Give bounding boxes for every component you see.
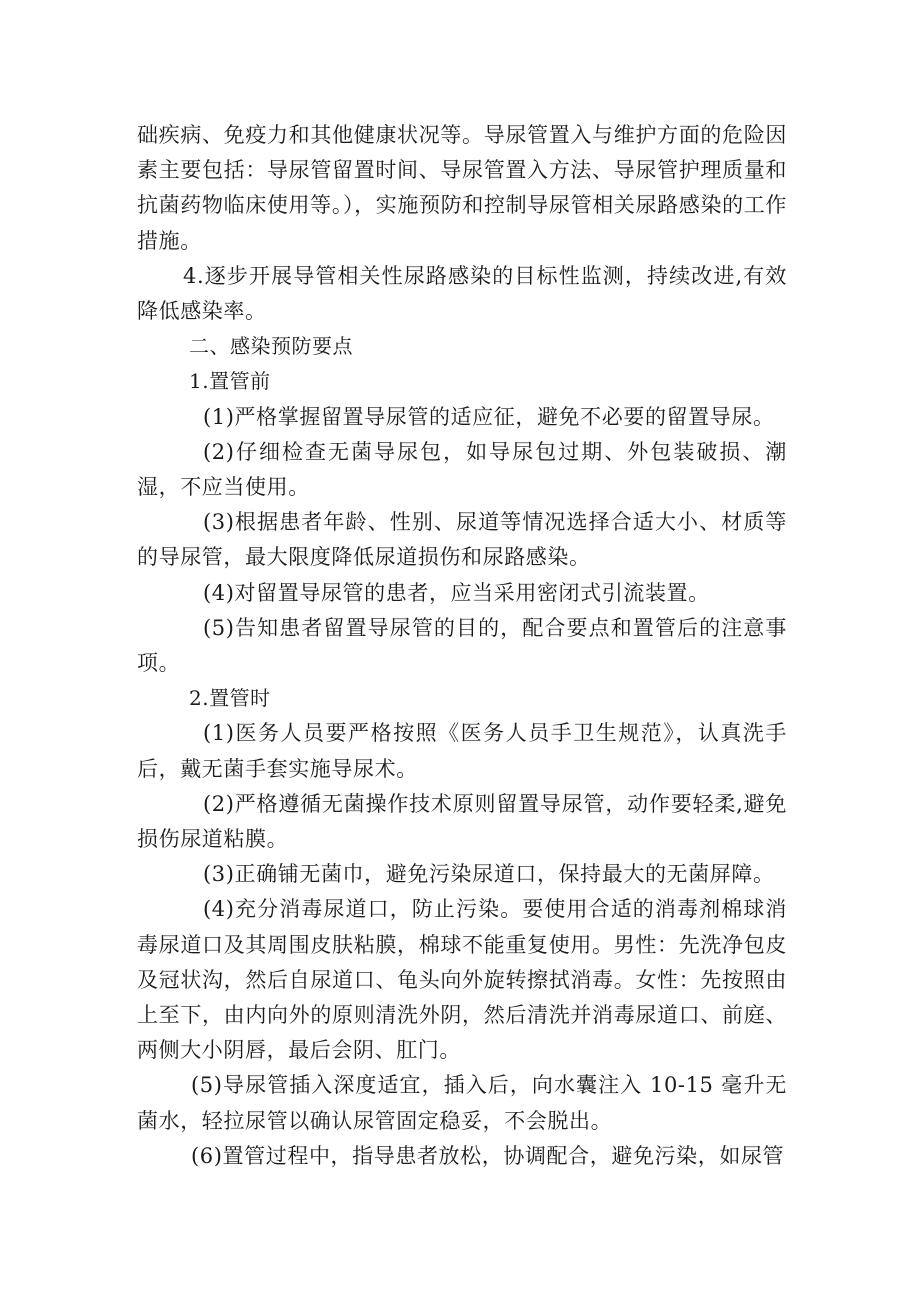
during-item-6: (6)置管过程中，指导患者放松，协调配合，避免污染，如尿管: [191, 1143, 785, 1168]
subsection-title-during: 2.置管时: [189, 686, 271, 711]
during-item-4: (4)充分消毒尿道口，防止污染。要使用合适的消毒剂棉球消毒尿道口及其周围皮肤粘膜，棉球不能重复使用。男性：先洗净包皮及冠状沟，然后自尿道口、龟头向外旋转擦拭消毒。女性：先按照由上至下，由内向外的原则清洗外阴，然后清洗并消毒尿道口、前庭、两侧大小阴唇，最后会阴、肛门。: [137, 897, 787, 1063]
before-item-4: (4)对留置导尿管的患者，应当采用密闭式引流装置。: [203, 580, 710, 605]
before-item-2: (2)仔细检查无菌导尿包，如导尿包过期、外包装破损、潮湿，不应当使用。: [137, 439, 787, 500]
during-item-3: (3)正确铺无菌巾，避免污染尿道口，保持最大的无菌屏障。: [203, 862, 775, 887]
before-item-5: (5)告知患者留置导尿管的目的，配合要点和置管后的注意事项。: [137, 615, 787, 676]
during-item-5: (5)导尿管插入深度适宜，插入后，向水囊注入 10-15 毫升无菌水，轻拉尿管以确认尿管固定稳妥，不会脱出。: [137, 1073, 787, 1133]
document-body: [137, 118, 787, 1174]
item-4-paragraph: 4.逐步开展导管相关性尿路感染的目标性监测，持续改进,有效降低感染率。: [137, 263, 787, 324]
section-title: 二、感染预防要点: [189, 334, 353, 359]
subsection-title-before: 1.置管前: [189, 369, 271, 394]
before-item-3: (3)根据患者年龄、性别、尿道等情况选择合适大小、材质等的导尿管，最大限度降低尿道损伤和尿路感染。: [137, 510, 787, 570]
during-item-1: (1)医务人员要严格按照《医务人员手卫生规范》，认真洗手后，戴无菌手套实施导尿术。: [137, 721, 787, 781]
during-item-2: (2)严格遵循无菌操作技术原则留置导尿管，动作要轻柔,避免损伤尿道粘膜。: [137, 791, 787, 852]
before-item-1: (1)严格掌握留置导尿管的适应征，避免不必要的留置导尿。: [203, 404, 775, 429]
intro-paragraph: 础疾病、免疫力和其他健康状况等。导尿管置入与维护方面的危险因素主要包括：导尿管留置时间、导尿管置入方法、导尿管护理质量和抗菌药物临床使用等。），实施预防和控制导尿管相关尿路感染的工作措施。: [137, 123, 787, 253]
